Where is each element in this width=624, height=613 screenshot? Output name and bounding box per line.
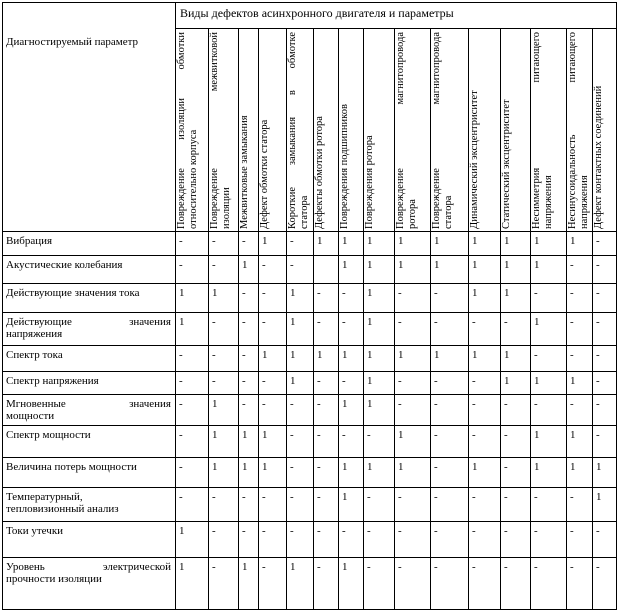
- table-cell: -: [534, 491, 538, 503]
- row-label-text: Спектр напряжения: [6, 375, 99, 387]
- table-cell: -: [367, 525, 371, 537]
- table-cell: -: [317, 316, 321, 328]
- column-header: [431, 32, 469, 229]
- table-cell: -: [472, 398, 476, 410]
- row-divider: [2, 345, 617, 346]
- table-border-left: [2, 2, 3, 610]
- table-cell: 1: [342, 461, 348, 473]
- column-header-text: Дефект обмотки статора: [259, 119, 270, 229]
- table-cell: -: [262, 561, 266, 573]
- row-label-text: прочности изоляции: [6, 573, 102, 585]
- table-cell: -: [317, 525, 321, 537]
- table-cell: -: [367, 491, 371, 503]
- row-label-text: Вибрация: [6, 235, 53, 247]
- table-cell: -: [472, 375, 476, 387]
- table-cell: 1: [434, 349, 440, 361]
- row-divider: [2, 457, 617, 458]
- table-cell: -: [570, 398, 574, 410]
- column-header: [176, 32, 209, 229]
- table-cell: 1: [398, 349, 404, 361]
- table-cell: 1: [534, 235, 540, 247]
- table-cell: 1: [342, 259, 348, 271]
- table-cell: -: [367, 561, 371, 573]
- table-cell: -: [317, 429, 321, 441]
- row-label-text: Действующие значения тока: [6, 287, 140, 299]
- column-header-text: Несимметрия питающего: [531, 32, 542, 229]
- table-cell: -: [504, 316, 508, 328]
- table-cell: 1: [367, 375, 373, 387]
- table-cell: -: [504, 398, 508, 410]
- group-header: Виды дефектов асинхронного двигателя и параметры: [180, 6, 454, 20]
- table-cell: 1: [472, 349, 478, 361]
- table-cell: 1: [504, 235, 510, 247]
- row-label: [6, 525, 171, 537]
- table-cell: -: [570, 525, 574, 537]
- table-cell: 1: [342, 235, 348, 247]
- table-cell: -: [596, 398, 600, 410]
- table-cell: -: [179, 259, 183, 271]
- table-cell: -: [179, 375, 183, 387]
- table-cell: 1: [570, 235, 576, 247]
- column-header-text: напряжения: [542, 175, 554, 229]
- table-cell: -: [596, 561, 600, 573]
- table-cell: -: [179, 349, 183, 361]
- row-label: [6, 316, 171, 340]
- table-cell: 1: [570, 461, 576, 473]
- table-cell: 1: [504, 287, 510, 299]
- table-cell: -: [290, 398, 294, 410]
- table-cell: 1: [179, 561, 185, 573]
- table-cell: -: [472, 316, 476, 328]
- column-header-text: Межвитковые замыкания: [239, 115, 250, 229]
- row-label-text: мощности: [6, 410, 55, 422]
- table-cell: -: [504, 561, 508, 573]
- table-cell: 1: [534, 429, 540, 441]
- table-cell: -: [342, 316, 346, 328]
- row-label: [6, 349, 171, 361]
- table-cell: 1: [290, 561, 296, 573]
- row-label-text: Акустические колебания: [6, 259, 123, 271]
- column-header: [314, 32, 339, 229]
- table-cell: -: [504, 429, 508, 441]
- column-header-text: Динамический эксцентриситет: [469, 90, 480, 229]
- column-header: [259, 32, 287, 229]
- table-cell: 1: [242, 461, 248, 473]
- table-cell: -: [262, 398, 266, 410]
- table-cell: -: [242, 525, 246, 537]
- row-divider: [2, 521, 617, 522]
- table-cell: 1: [570, 429, 576, 441]
- table-cell: -: [472, 525, 476, 537]
- table-cell: -: [242, 491, 246, 503]
- table-cell: -: [534, 561, 538, 573]
- row-label-text: Действующие значения: [6, 316, 171, 328]
- table-cell: -: [179, 398, 183, 410]
- table-cell: 1: [262, 429, 268, 441]
- table-cell: -: [212, 561, 216, 573]
- table-cell: -: [398, 398, 402, 410]
- row-label: [6, 398, 171, 422]
- table-cell: 1: [570, 375, 576, 387]
- row-label: [6, 491, 171, 515]
- row-divider: [2, 312, 617, 313]
- table-cell: 1: [534, 316, 540, 328]
- table-cell: -: [570, 259, 574, 271]
- table-cell: 1: [398, 461, 404, 473]
- table-cell: -: [317, 375, 321, 387]
- table-cell: -: [290, 235, 294, 247]
- table-cell: -: [262, 375, 266, 387]
- column-header: [501, 32, 531, 229]
- table-cell: 1: [290, 349, 296, 361]
- table-cell: 1: [534, 461, 540, 473]
- column-header-text: Повреждения подшипников: [339, 104, 350, 229]
- table-cell: 1: [179, 316, 185, 328]
- table-cell: -: [596, 235, 600, 247]
- table-cell: -: [262, 287, 266, 299]
- row-label-text: Мгновенные значения: [6, 398, 171, 410]
- column-header: [593, 32, 617, 229]
- table-cell: -: [434, 429, 438, 441]
- table-cell: -: [317, 461, 321, 473]
- table-cell: -: [262, 316, 266, 328]
- table-cell: -: [242, 316, 246, 328]
- column-header-text: относительно корпуса: [187, 129, 199, 229]
- table-cell: -: [596, 287, 600, 299]
- table-cell: 1: [472, 461, 478, 473]
- table-cell: -: [317, 287, 321, 299]
- table-cell: -: [179, 235, 183, 247]
- column-header-text: Повреждение межвитковой: [209, 32, 220, 229]
- row-divider: [2, 283, 617, 284]
- table-cell: 1: [472, 235, 478, 247]
- row-label: [6, 461, 171, 473]
- table-cell: -: [434, 398, 438, 410]
- table-cell: -: [570, 316, 574, 328]
- column-header-text: Повреждение магнитопровода: [431, 32, 442, 229]
- table-cell: -: [398, 287, 402, 299]
- row-label: [6, 375, 171, 387]
- column-header-text: статора: [442, 195, 454, 229]
- table-cell: 1: [504, 349, 510, 361]
- table-cell: -: [212, 235, 216, 247]
- row-label: [6, 259, 171, 271]
- table-cell: -: [504, 525, 508, 537]
- row-label: [6, 235, 171, 247]
- table-cell: -: [534, 287, 538, 299]
- column-header: [469, 32, 501, 229]
- table-cell: 1: [342, 561, 348, 573]
- table-cell: -: [290, 259, 294, 271]
- table-cell: -: [342, 287, 346, 299]
- table-cell: -: [434, 525, 438, 537]
- column-header: [339, 32, 364, 229]
- column-header-text: ротора: [406, 199, 418, 229]
- table-cell: -: [262, 259, 266, 271]
- table-cell: 1: [342, 491, 348, 503]
- row-label-text: напряжения: [6, 328, 63, 340]
- table-cell: -: [179, 429, 183, 441]
- column-header: [239, 32, 259, 229]
- column-header: [287, 32, 314, 229]
- table-cell: -: [290, 491, 294, 503]
- table-cell: 1: [262, 235, 268, 247]
- column-header: [209, 32, 239, 229]
- row-label-text: Спектр мощности: [6, 429, 91, 441]
- table-cell: -: [342, 429, 346, 441]
- table-cell: -: [398, 316, 402, 328]
- table-border-bottom: [2, 609, 617, 610]
- table-cell: 1: [534, 259, 540, 271]
- table-cell: 1: [212, 429, 218, 441]
- table-cell: 1: [434, 259, 440, 271]
- table-cell: -: [434, 461, 438, 473]
- table-cell: 1: [367, 349, 373, 361]
- row-divider: [2, 255, 617, 256]
- table-cell: -: [472, 429, 476, 441]
- row-label-text: Спектр тока: [6, 349, 63, 361]
- column-header-text: Короткие замыкания в обмотке: [287, 32, 298, 229]
- table-cell: -: [472, 491, 476, 503]
- table-cell: 1: [398, 235, 404, 247]
- table-cell: -: [596, 316, 600, 328]
- table-cell: -: [504, 461, 508, 473]
- table-cell: -: [434, 561, 438, 573]
- table-cell: 1: [367, 461, 373, 473]
- column-header-text: напряжения: [578, 175, 590, 229]
- table-cell: -: [212, 349, 216, 361]
- row-divider: [2, 487, 617, 488]
- table-cell: -: [534, 525, 538, 537]
- row-divider: [2, 557, 617, 558]
- table-cell: -: [398, 561, 402, 573]
- table-cell: 1: [317, 349, 323, 361]
- column-header: [364, 32, 395, 229]
- column-header-text: Повреждения ротора: [364, 135, 375, 229]
- table-cell: -: [179, 491, 183, 503]
- table-cell: -: [534, 398, 538, 410]
- table-cell: -: [290, 429, 294, 441]
- table-cell: -: [212, 259, 216, 271]
- column-header-text: Повреждение изоляции обмотки: [176, 32, 187, 229]
- table-cell: 1: [342, 349, 348, 361]
- table-cell: -: [434, 316, 438, 328]
- table-cell: 1: [596, 461, 602, 473]
- row-divider: [2, 231, 617, 232]
- row-label-text: Температурный,: [6, 491, 83, 503]
- table-cell: 1: [242, 259, 248, 271]
- table-cell: 1: [317, 235, 323, 247]
- table-cell: -: [398, 491, 402, 503]
- table-cell: -: [342, 375, 346, 387]
- row-label: [6, 287, 171, 299]
- column-header: [567, 32, 593, 229]
- column-header: [395, 32, 431, 229]
- row-label-text: Уровень электрической: [6, 561, 171, 573]
- table-cell: -: [317, 491, 321, 503]
- table-cell: -: [367, 429, 371, 441]
- table-cell: -: [596, 429, 600, 441]
- row-divider: [2, 371, 617, 372]
- table-cell: 1: [367, 287, 373, 299]
- table-cell: -: [242, 287, 246, 299]
- table-cell: -: [434, 375, 438, 387]
- table-cell: -: [398, 525, 402, 537]
- table-cell: 1: [262, 349, 268, 361]
- table-cell: 1: [290, 287, 296, 299]
- param-header: Диагностируемый параметр: [6, 36, 139, 48]
- table-cell: -: [570, 561, 574, 573]
- table-cell: 1: [596, 491, 602, 503]
- table-cell: 1: [367, 235, 373, 247]
- table-cell: -: [434, 491, 438, 503]
- table-cell: 1: [504, 259, 510, 271]
- table-cell: 1: [290, 375, 296, 387]
- column-header-text: статора: [298, 195, 310, 229]
- column-header-text: Повреждение магнитопровода: [395, 32, 406, 229]
- table-cell: 1: [504, 375, 510, 387]
- table-cell: 1: [212, 461, 218, 473]
- table-cell: -: [570, 491, 574, 503]
- table-cell: -: [212, 491, 216, 503]
- table-cell: 1: [290, 316, 296, 328]
- table-cell: 1: [242, 561, 248, 573]
- table-cell: -: [596, 349, 600, 361]
- table-cell: -: [472, 561, 476, 573]
- header-divider: [175, 28, 617, 29]
- table-cell: -: [570, 287, 574, 299]
- table-cell: -: [398, 375, 402, 387]
- table-cell: 1: [179, 525, 185, 537]
- row-label-text: тепловизионный анализ: [6, 503, 119, 515]
- row-divider: [2, 394, 617, 395]
- table-cell: -: [434, 287, 438, 299]
- table-cell: -: [262, 491, 266, 503]
- table-cell: -: [290, 461, 294, 473]
- table-cell: -: [212, 525, 216, 537]
- table-cell: 1: [342, 398, 348, 410]
- table-cell: -: [242, 375, 246, 387]
- table-cell: 1: [534, 375, 540, 387]
- table-cell: 1: [242, 429, 248, 441]
- table-cell: -: [596, 375, 600, 387]
- table-cell: -: [504, 491, 508, 503]
- table-cell: -: [596, 525, 600, 537]
- column-header-text: Статический эксцентриситет: [501, 99, 512, 229]
- row-label-text: Величина потерь мощности: [6, 461, 137, 473]
- table-cell: -: [179, 461, 183, 473]
- table-cell: 1: [367, 398, 373, 410]
- table-cell: -: [212, 316, 216, 328]
- table-cell: -: [262, 525, 266, 537]
- table-cell: 1: [367, 316, 373, 328]
- row-label: [6, 561, 171, 585]
- table-cell: -: [242, 398, 246, 410]
- column-header-text: изоляции: [220, 187, 232, 229]
- table-cell: 1: [262, 461, 268, 473]
- table-cell: 1: [398, 429, 404, 441]
- table-cell: -: [242, 349, 246, 361]
- table-cell: -: [596, 259, 600, 271]
- table-cell: 1: [398, 259, 404, 271]
- row-label-text: Токи утечки: [6, 525, 64, 537]
- row-label: [6, 429, 171, 441]
- table-cell: 1: [367, 259, 373, 271]
- table-cell: 1: [212, 287, 218, 299]
- row-divider: [2, 425, 617, 426]
- column-header: [531, 32, 567, 229]
- table-cell: -: [290, 525, 294, 537]
- table-cell: -: [212, 375, 216, 387]
- table-cell: -: [342, 525, 346, 537]
- table-cell: 1: [212, 398, 218, 410]
- table-cell: 1: [472, 287, 478, 299]
- table-cell: 1: [179, 287, 185, 299]
- table-cell: -: [570, 349, 574, 361]
- table-cell: 1: [434, 235, 440, 247]
- table-cell: -: [317, 561, 321, 573]
- table-cell: -: [534, 349, 538, 361]
- table-cell: -: [317, 398, 321, 410]
- column-header-text: Несинусоидальность питающего: [567, 32, 578, 229]
- table-border-top: [2, 2, 617, 3]
- table-cell: 1: [472, 259, 478, 271]
- column-header-text: Дефекты обмотки ротора: [314, 116, 325, 229]
- table-cell: -: [242, 235, 246, 247]
- column-header-text: Дефект контактных соединений: [593, 85, 604, 229]
